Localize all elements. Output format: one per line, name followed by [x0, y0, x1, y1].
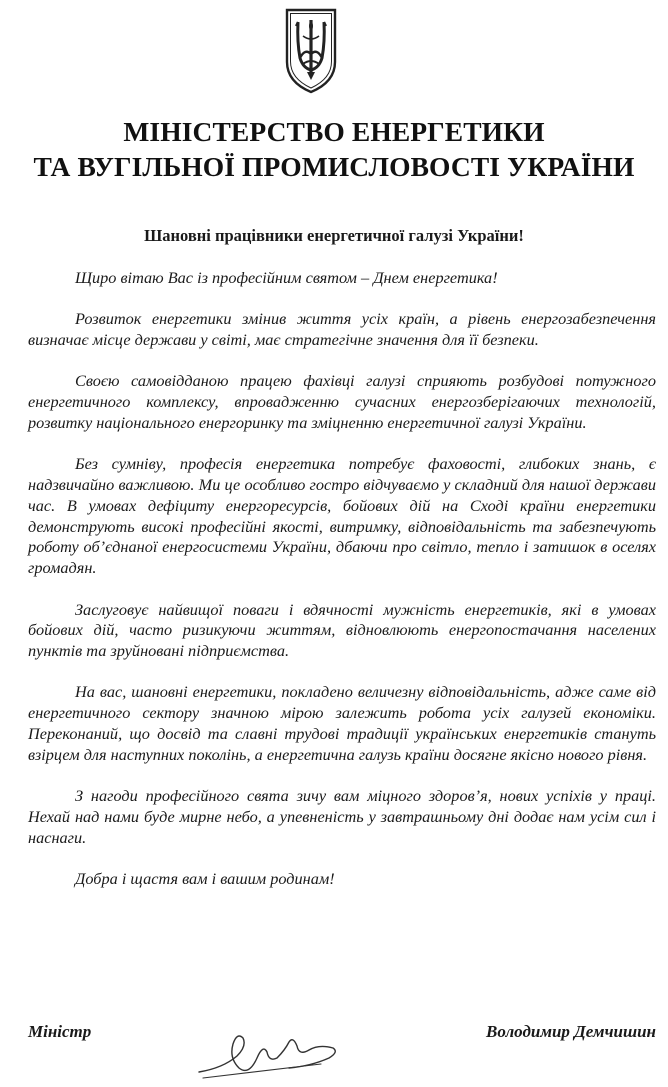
trident-emblem-icon: [283, 6, 339, 94]
ministry-line-2: ТА ВУГІЛЬНОЇ ПРОМИСЛОВОСТІ УКРАЇНИ: [33, 151, 635, 182]
ministry-line-1: МІНІСТЕРСТВО ЕНЕРГЕТИКИ: [123, 116, 545, 147]
ministry-name: [0, 114, 668, 184]
signatory-name: Володимир Демчишин: [486, 1022, 656, 1041]
paragraph-closing: Добра і щастя вам і вашим родинам!: [75, 869, 335, 889]
letter-body: [28, 268, 656, 910]
handwritten-signature-icon: [193, 1028, 343, 1082]
paragraph-responsibility: На вас, шановні енергетики, покладено величезну відповідальність, адже саме від енергетичного сектору значною мірою залежить робота усіх галузей економіки. Переконаний, що досвід та славні трудові традиції українських енергетиків стануть взірцем для наступних поколінь, а енергетична галузь країни досягне якісно нового рівня.: [28, 682, 656, 764]
paragraph-greeting: Щиро вітаю Вас із професійним святом – Днем енергетика!: [75, 268, 498, 287]
signatory-title: Міністр: [28, 1022, 92, 1041]
paragraph-profession: Без сумніву, професія енергетика потребує фаховості, глибоких знань, є надзвичайно важливою. Ми це особливо гостро відчуваємо у складний для нашої держави час. В умовах дефіциту енергоресурсів, бойових дій на Сході країни енергетики демонструють високі професійні якості, витримку, відповідальність та забезпечують роботу об’єднаної енергосистеми України, дбаючи про світло, тепло і затишок в оселях громадян.: [28, 454, 656, 578]
paragraph-courage: Заслуговує найвищої поваги і вдячності мужність енергетиків, які в умовах бойових дій, часто ризикуючи життям, відновлюють енергопостачання населених пунктів та зруйновані підприємства.: [28, 599, 656, 661]
paragraph-specialists: Своєю самовідданою працею фахівці галузі сприяють розбудові потужного енергетичного комплексу, впровадженню сучасних енергозберігаючих технологій, розвитку національного енергоринку та зміцненню енергетичної галузі України.: [28, 371, 656, 432]
paragraph-wishes: З нагоди професійного свята зичу вам міцного здоров’я, нових успіхів у праці. Нехай над нами буде мирне небо, а упевненість у завтрашньому дні додає нам усім сил і наснаги.: [28, 786, 656, 847]
signature-block: [28, 1022, 656, 1082]
letter-salutation: Шановні працівники енергетичної галузі України!: [144, 226, 524, 245]
paragraph-development: Розвиток енергетики змінив життя усіх країн, а рівень енергозабезпечення визначає місце держави у світі, має стратегічне значення для її безпеки.: [28, 309, 656, 350]
